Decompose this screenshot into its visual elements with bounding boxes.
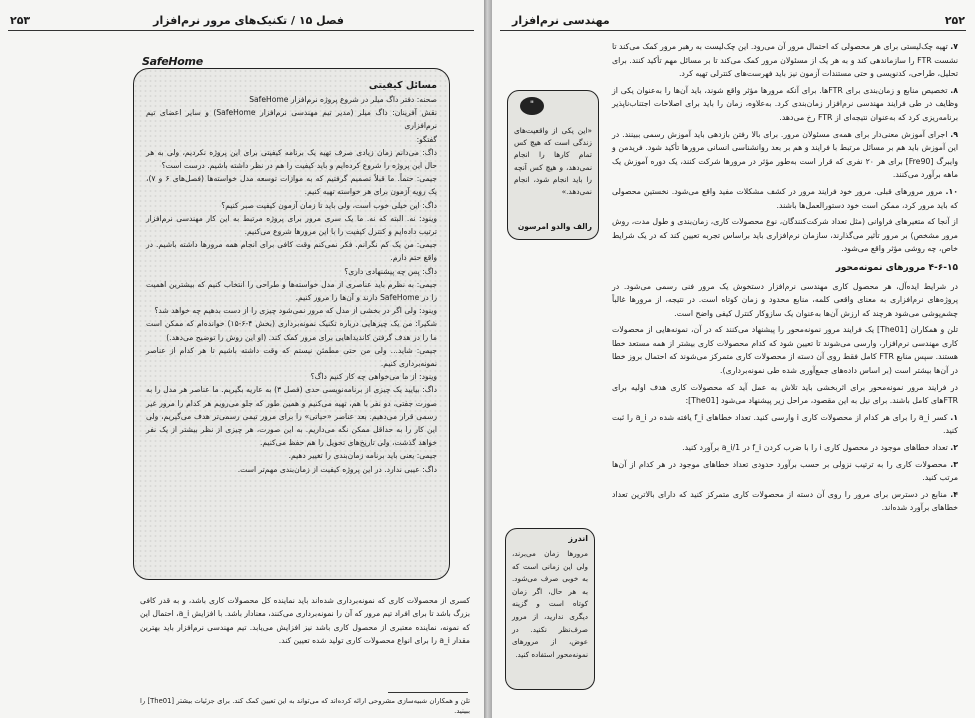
list-item-number: ۱. [950,412,958,422]
quality-issues-box [133,68,450,580]
list-item-number: ۹. [950,129,958,139]
list-item [612,40,958,81]
dialogue-line: جیمی: شاید... ولی من حتی مطمئن نیستم که وقت داشته باشیم تا هر کدام از عناصر نمونه‌برداری کنیم. [146,345,437,369]
advice-title: اندرز [568,534,588,543]
left-body-text [140,594,470,647]
list-item-number: ۳. [950,459,958,469]
list-item [612,411,958,438]
right-page-header: مهندسی نرم‌افزار [512,14,610,27]
left-page [0,0,484,718]
left-header-rule [8,30,474,31]
list-item-number: ۱۰. [945,186,958,196]
dialogue-line: جیمی: یعنی باید برنامه زمان‌بندی را تغییر دهیم. [288,451,437,461]
right-page-number: ۲۵۲ [944,14,965,27]
dialogue-line: صحنه: دفتر داگ میلر در شروع پروژه نرم‌افزار SafeHome [249,95,437,104]
list-item [612,84,958,125]
book-gutter [484,0,492,718]
dialogue-line: جیمی: حتماً. ما قبلاً تصمیم گرفتیم که به موازات توسعه مدل خواسته‌ها (فصل‌های ۶ و ۷)، یک رویه آزمون برای هر خواسته تهیه کنیم. [146,174,437,197]
dialogue-line: داگ: بیایید یک چیزی از برنامه‌نویسی حدی (فصل ۳) به عاریه بگیریم. ما عناصر هر مدل را به صورت جفتی، دو نفر با هم، تهیه می‌کنیم و همین طور که جلو می‌رویم هر کدام را مرور غیر رسمی قرار می‌دهیم. بعد عناصر «حیاتی» را برای مرور تیمی رسمی‌تر هدف می‌گیریم، ولی این کار را به حداقل ممکن نگه می‌داریم. به این صورت، هر چیزی از نظر بیشتر از یک نفر خواهد گذشت، ولی تاریخ‌های تحویل را هم حفظ می‌کنیم. [146,385,438,448]
quote-bubble-icon: " [520,97,544,115]
list-item-number: ۷. [950,42,958,51]
quote-author: رالف والدو امرسون [517,222,592,231]
list-item-text: تهیه چک‌لیستی برای هر محصولی که احتمال مرور آن می‌رود. این چک‌لیست به رهبر مرور کمک می‌کند تا نشست FTR را سازماندهی کند و به هر یک از مسئولان مرور کمک می‌کند تا بر مسائل مهم تأکید کنند. برای تحلیل، طراحی، کدنویسی و حتی مستندات آزمون نیز باید فهرست‌های کنترلی تهیه کرد. [612,42,959,79]
left-page-header: فصل ۱۵ / تکنیک‌های مرور نرم‌افزار [153,14,344,27]
section-heading: ۴-۶-۱۵ مرورهای نمونه‌محور [835,262,958,273]
list-item-number: ۸. [950,85,959,95]
right-paragraph-2: در شرایط ایده‌آل، هر محصول کاری مهندسی نرم‌افزار دستخوش یک مرور فنی رسمی می‌شود. در پروژه‌های نرم‌افزاری به معنای واقعی کلمه، منابع محدود و زمان کوتاه است. در نتیجه، از مرورها غالباً چشم‌پوشی می‌شود هرچند که ارزش آن‌ها به‌عنوان یک سازوکار کنترل کیفی واضح است. [612,281,958,318]
quality-box-title: مسائل کیفیتی [368,80,437,91]
dialogue-line: داگ: می‌دانم زمان زیادی صرف تهیه یک برنامه کیفیتی برای این پروژه نکردیم، ولی به هر حال این پروژه را شروع کرده‌ایم و باید کیفیت را هم در نظر داشته باشیم. درست است؟ [146,147,437,171]
list-item [612,488,958,515]
footnote: تلن و همکاران شبیه‌سازی مشروحی ارائه کرده‌اند که می‌تواند به این تعیین کمک کند. برای جزئیات بیشتر [The01] را ببینید. [140,697,470,715]
list-item-text: اجرای آموزش معنی‌دار برای همه‌ی مسئولان مرور. برای بالا رفتن بازدهی باید آموزش رسمی ببینند. در این آموزش باید هم بر مسائل مرتبط با فرایند و هم بر بعد روانشناسی انسانی مرورها تأکید شود. فریدمن و وایبرگ [Fre90] برای هر ۲۰ نفری که قرار است به‌طور مؤثر در مرورها شرکت کنند، یک دوره آموزش یک ماهه برآورد می‌کنند. [612,129,958,180]
safehome-label: SafeHome [142,55,203,68]
quality-box-dialogue [146,93,437,476]
dialogue-line: جیمی: به نظرم باید عناصری از مدل خواسته‌ها و طراحی را انتخاب کنیم که بیشترین اهمیت را در SafeHome دارند و آن‌ها را مرور کنیم. [146,279,437,303]
list-item [612,458,958,485]
quote-box [507,90,599,240]
list-item-text: منابع در دسترس برای مرور را روی آن دسته از محصولات کاری متمرکز کنید که دارای بالاترین تعداد خطاهای برآورد شده‌اند. [612,489,958,513]
left-body-paragraph: کسری از محصولات کاری که نمونه‌برداری شده‌اند باید نماینده کل محصولات کاری باشد، و به قدر کافی بزرگ باشد تا برای افراد تیم مرور که آن را نمونه‌برداری می‌کنند، معنادار باشد. با افزایش a_i، احتمال این که نمونه، نماینده معتبری از محصول کاری باشد نیز افزایش می‌یابد. تیم مهندسی نرم‌افزار باید بهترین مقدار a_i را برای انواع محصولات کاری تولید شده تعیین کند. [140,596,470,645]
left-page-number: ۲۵۳ [10,14,31,27]
dialogue-line: نقش آفرینان: داگ میلر (مدیر تیم مهندسی نرم‌افزار SafeHome) و سایر اعضای تیم نرم‌افزاری [146,108,437,131]
dialogue-line: جیمی: من یک کم نگرانم. فکر نمی‌کنم وقت کافی برای انجام همه مرورها داشته باشیم. در واقع حتم دارم. [146,240,437,263]
sampling-steps-list [612,411,958,515]
dialogue-line: داگ: پس چه پیشنهادی داری؟ [344,266,437,276]
list-item [612,185,958,212]
right-paragraph-3: تلن و همکاران [The01] یک فرایند مرور نمونه‌محور را پیشنهاد می‌کنند که در آن، نمونه‌هایی از محصولات کاری مهندسی نرم‌افزار، وارسی می‌شوند تا تعیین شود که کدام محصولات کاری بیشتر از همه مستعد خطا هستند. سپس منابع FTR کامل فقط روی آن دسته از محصولات کاری متمرکز می‌شوند که احتمال بروز خطا در آن‌ها بیشتر است (بر اساس داده‌های جمع‌آوری شده طی نمونه‌برداری). [612,325,958,376]
footnote-rule [388,692,468,693]
dialogue-line: داگ: این خیلی خوب است، ولی باید تا زمان آزمون کیفیت صبر کنیم؟ [221,200,437,210]
guideline-list [612,40,958,212]
dialogue-line: گفتگو: [416,134,437,144]
right-header-rule [500,30,966,31]
list-item-number: ۴. [950,489,958,499]
dialogue-line: وینود: ولی اگر در بخشی از مدل که مرور نمی‌شود چیزی را از دست بدهیم چه خواهد شد؟ [154,306,437,316]
advice-box [505,528,595,690]
dialogue-line: داگ: عیبی ندارد. در این پروژه کیفیت از زمان‌بندی مهم‌تر است. [237,464,437,474]
dialogue-line: وینود: از ما می‌خواهی چه کار کنیم داگ؟ [310,372,437,382]
quote-text: «این یکی از واقعیت‌های زندگی است که هیچ کس تمام کارها را انجام نمی‌دهد، و هیچ کس آنچه را باید انجام شود، انجام نمی‌دهد.» [514,126,592,197]
list-item-text: کسر a_i را برای هر کدام از محصولات کاری i وارسی کنید. تعداد خطاهای f_i یافته شده در a_i را ثبت کنید. [612,412,958,436]
list-item-text: تعداد خطاهای موجود در محصول کاری i را با ضرب کردن f_i در 1/a_i برآورد کنید. [682,443,948,453]
right-paragraph-1: از آنجا که متغیرهای فراوانی (مثل تعداد شرکت‌کنندگان، نوع محصولات کاری، زمان‌بندی و طول مدت، روش مرور مشخص) بر مرور تأثیر می‌گذارند، سازمان نرم‌افزاری باید براساس تجربه تعیین کند که در یک شرایط خاص، چه روشی مؤثر واقع می‌شود. [612,217,958,254]
dialogue-line: وینود: نه. البته که نه. ما یک سری مرور برای پروژه مرتبط به این کار مهندسی نرم‌افزار ترتیب داده‌ایم و کنترل کیفیت را با این مرورها شروع می‌کنیم. [146,213,437,237]
list-item-text: محصولات کاری را به ترتیب نزولی بر حسب برآورد حدودی تعداد خطاهای موجود در هر کدام از آن‌ها مرتب کنید. [612,459,958,483]
list-item [612,128,958,182]
advice-text: مرورها زمان می‌برند، ولی این زمانی است که به خوبی صرف می‌شود. به هر حال، اگر زمان کوتاه است و گزینه دیگری ندارید، از مرور صرف‌نظر نکنید. در عوض، از مرورهای نمونه‌محور استفاده کنید. [512,549,588,659]
right-main-column [612,40,958,518]
right-paragraph-4: در فرایند مرور نمونه‌محور برای اثربخشی باید تلاش به عمل آید که محصولات کاری هدف اولیه برای FTRهای کامل باشند. برای نیل به این مقصود، مراحل زیر پیشنهاد می‌شود [The01]: [612,382,958,406]
list-item-number: ۲. [950,443,958,453]
list-item [612,441,958,455]
list-item-text: مرور مرورهای قبلی. مرور خود فرایند مرور در کشف مشکلات مفید واقع می‌شود. نخستین محصولی که باید مرور کرد، ممکن است خود دستورالعمل‌ها باشند. [612,186,958,210]
list-item-text: تخصیص منابع و زمان‌بندی برای FTRها. برای آنکه مرورها مؤثر واقع شوند، باید آن‌ها را به‌عنوان یکی از وظایف در طی فرایند مهندسی نرم‌افزار زمان‌بندی کرد. به‌علاوه، زمان را باید برای اصلاحات اجتناب‌ناپذیر برنامه‌ریزی کرد که به‌عنوان نتیجه‌ای از FTR رخ می‌دهد. [612,85,958,122]
dialogue-line: شکیرا: من یک چیزهایی درباره تکنیک نمونه‌برداری (بخش ۴-۶-۱۵) خوانده‌ام که ممکن است ما را در هدف گرفتن کاندیداهایی برای مرور کمک کند. (او این روش را توضیح می‌دهد.) [146,319,437,342]
